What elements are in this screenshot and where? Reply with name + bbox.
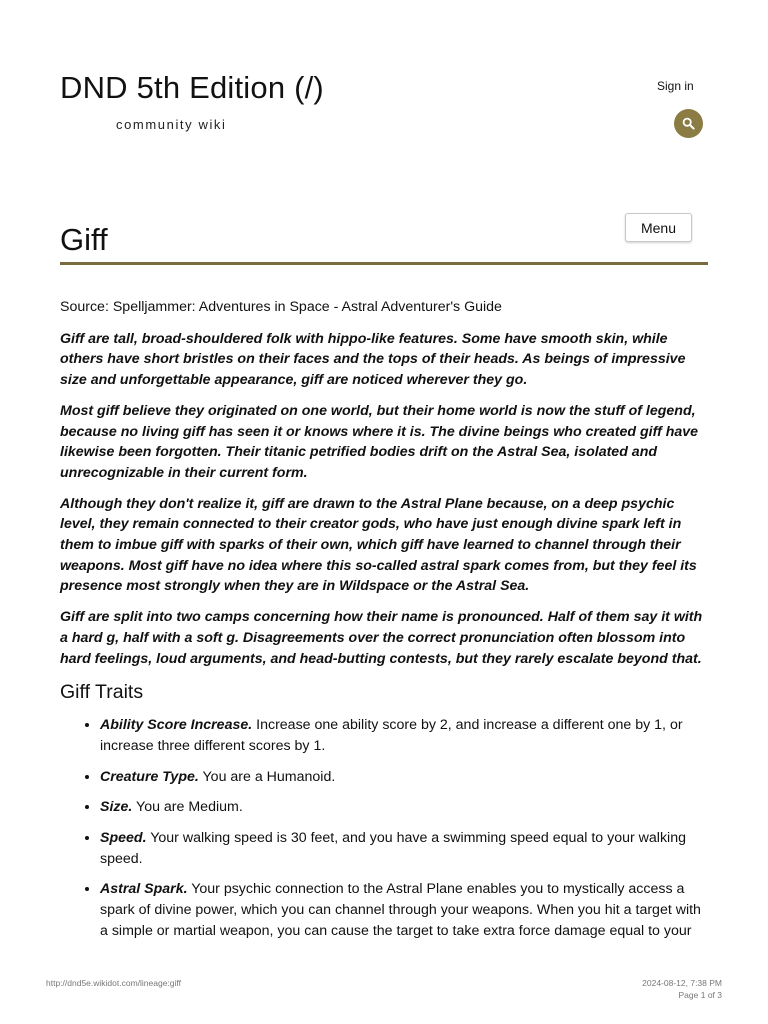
lore-paragraph-2: Most giff believe they originated on one world, but their home world is now the stuff of legend, because no living giff has seen it or knows where it is. The divine beings who created giff have likewise been forgotten. Their titanic petrified bodies drift on the Astral Sea, isolated and unrecognizable in their current form.: [60, 402, 699, 481]
trait-item: [100, 828, 710, 869]
trait-name: Size.: [100, 799, 133, 816]
trait-text: You are a Humanoid.: [198, 768, 336, 785]
footer-url: http://dnd5e.wikidot.com/lineage:giff: [46, 978, 181, 988]
trait-item: [100, 797, 710, 818]
trait-item: [100, 879, 710, 941]
traits-list: [60, 715, 710, 941]
trait-item: [100, 715, 710, 756]
site-title[interactable]: DND 5th Edition (/): [60, 70, 324, 105]
lore-paragraph-4: Giff are split into two camps concerning how their name is pronounced. Half of them say it with a hard g, half with a soft g. Disagreements over the correct pronunciation often blossom into hard feelings, loud arguments, and head-butting contests, but they rarely escalate beyond that.: [60, 609, 703, 667]
traits-heading: Giff Traits: [60, 681, 144, 704]
search-icon: [682, 117, 695, 130]
lore-paragraph-3: Although they don't realize it, giff are drawn to the Astral Plane because, on a deep psychic level, they remain connected to their creator gods, who have just enough divine spark left in them to imbue giff with sparks of their own, which giff have learned to channel through their weapons. Most giff have no idea where this so-called astral spark comes from, but they feel its presence most strongly when they are in Wildspace or the Astral Sea.: [60, 495, 697, 595]
trait-name: Ability Score Increase.: [100, 717, 253, 734]
trait-text: Your psychic connection to the Astral Plane enables you to mystically access a spark of divine power, which you can channel through your weapons. When you hit a target with a simple or martial weapon, you can cause the target to take extra force damage equal to your: [100, 881, 701, 939]
footer-datetime: 2024-08-12, 7:38 PM: [642, 978, 722, 988]
sign-in-link[interactable]: Sign in: [657, 79, 694, 93]
page-title: Giff: [60, 222, 108, 257]
trait-name: Astral Spark.: [100, 881, 188, 898]
lore-paragraph-1: Giff are tall, broad-shouldered folk with hippo-like features. Some have smooth skin, while others have short bristles on their faces and the tops of their heads. As beings of impressive size and unforgettable appearance, giff are noticed wherever they go.: [60, 330, 686, 389]
trait-name: Creature Type.: [100, 768, 199, 785]
source-line: Source: Spelljammer: Adventures in Space - Astral Adventurer's Guide: [60, 299, 502, 315]
page-content: [60, 297, 710, 952]
search-button[interactable]: [674, 109, 703, 138]
trait-item: [100, 767, 710, 788]
title-divider: [60, 262, 708, 265]
footer-page-indicator: Page 1 of 3: [678, 990, 722, 1000]
site-subtitle: community wiki: [116, 117, 227, 132]
trait-name: Speed.: [100, 830, 147, 847]
menu-button[interactable]: Menu: [625, 213, 692, 242]
trait-text: Your walking speed is 30 feet, and you have a swimming speed equal to your walking speed.: [100, 830, 686, 867]
trait-text: Increase one ability score by 2, and increase a different one by 1, or increase three different scores by 1.: [100, 717, 683, 754]
trait-text: You are Medium.: [132, 799, 243, 816]
